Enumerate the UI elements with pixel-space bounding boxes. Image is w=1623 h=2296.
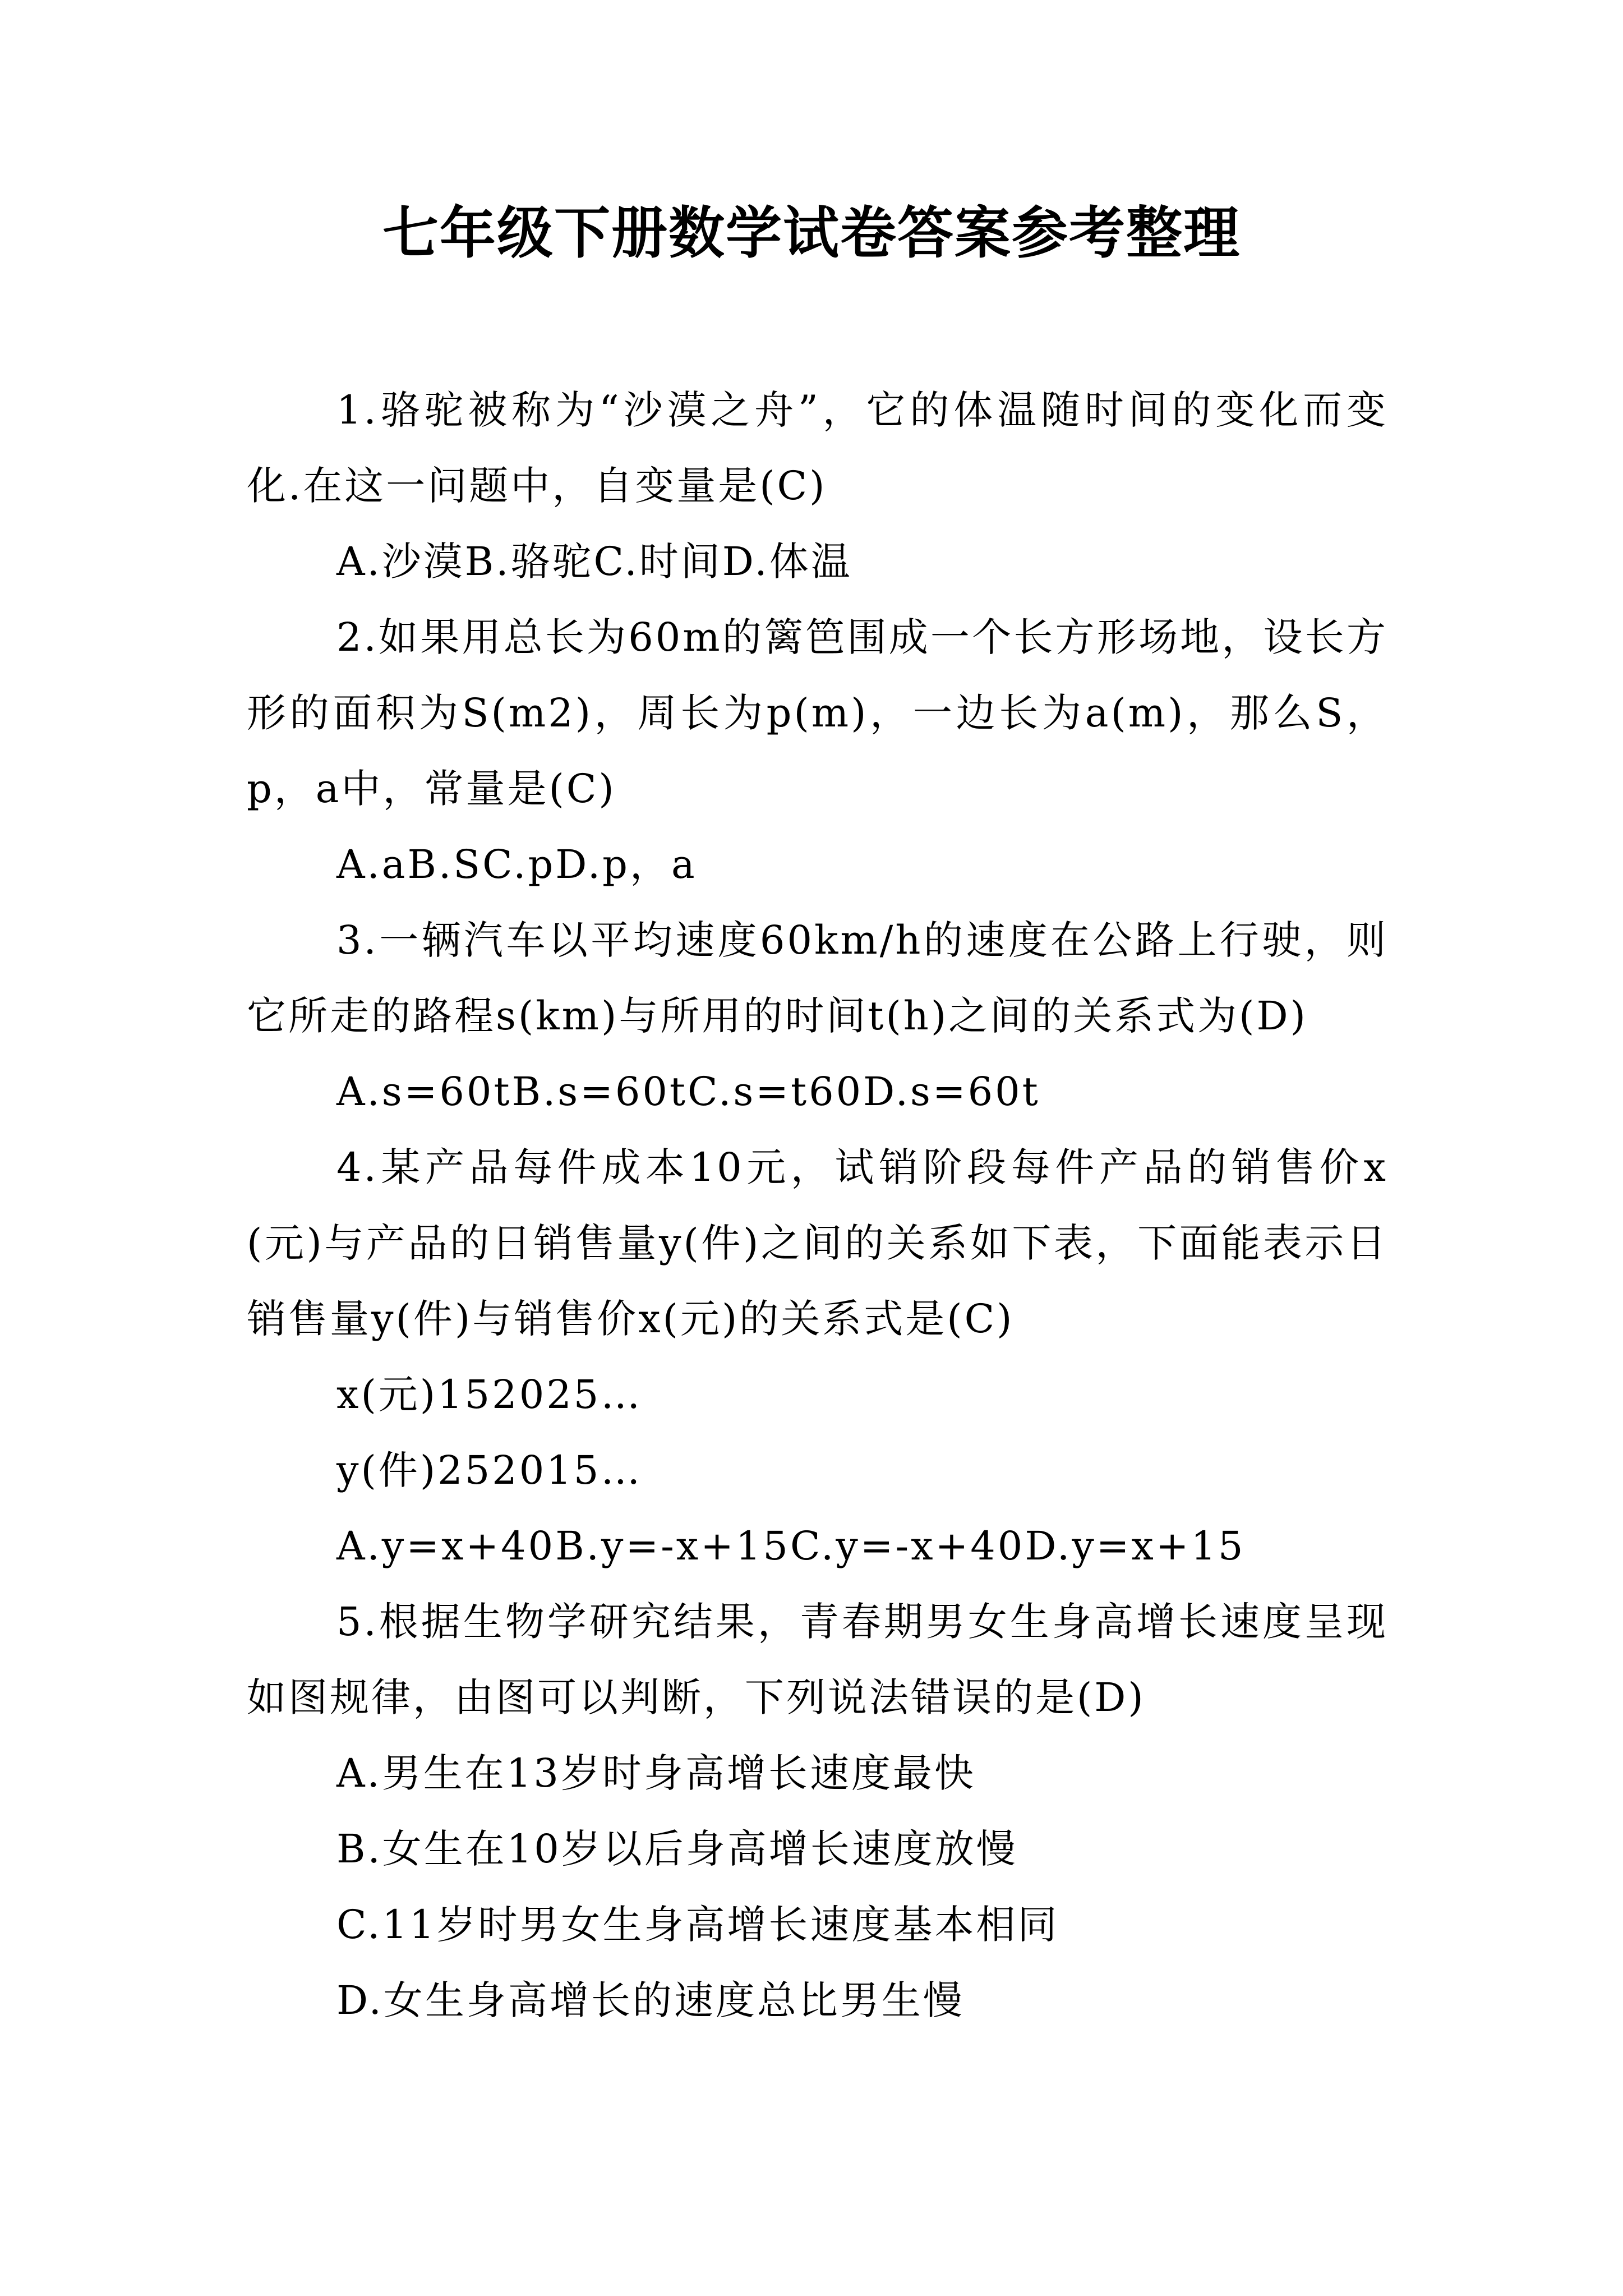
question-4-table-row-x: x(元)152025… — [336, 1372, 643, 1418]
question-3-stem: 3.一辆汽车以平均速度60km/h的速度在公路上行驶，则它所走的路程s(km)与所用的时间t(h)之间的关系式为(D) — [247, 917, 1388, 1039]
question-4-options: A.y=x+40B.y=-x+15C.y=-x+40D.y=x+15 — [336, 1523, 1246, 1569]
question-5-option-b: B.女生在10岁以后身高增长速度放慢 — [336, 1826, 1018, 1872]
question-4-stem: 4.某产品每件成本10元，试销阶段每件产品的销售价x(元)与产品的日销售量y(件)之间的关系如下表，下面能表示日销售量y(件)与销售价x(元)的关系式是(C) — [247, 1144, 1388, 1342]
question-5-option-a: A.男生在13岁时身高增长速度最快 — [336, 1750, 976, 1796]
question-4-table-row-y: y(件)252015… — [336, 1447, 643, 1493]
question-5-option-d: D.女生身高增长的速度总比男生慢 — [336, 1977, 965, 2023]
question-1-options: A.沙漠B.骆驼C.时间D.体温 — [336, 539, 852, 585]
document-body — [247, 372, 1388, 2039]
question-5-stem: 5.根据生物学研究结果，青春期男女生身高增长速度呈现如图规律，由图可以判断，下列说法错误的是(D) — [247, 1599, 1388, 1720]
document-title: 七年级下册数学试卷答案参考整理 — [382, 200, 1241, 266]
question-1-stem: 1.骆驼被称为“沙漠之舟”，它的体温随时间的变化而变化.在这一问题中，自变量是(C) — [247, 387, 1388, 509]
question-3-options: A.s=60tB.s=60tC.s=t60D.s=60t — [336, 1069, 1040, 1115]
question-2-options: A.aB.SC.pD.p，a — [336, 841, 697, 887]
question-5-option-c: C.11岁时男女生身高增长速度基本相同 — [336, 1902, 1059, 1948]
question-2-stem: 2.如果用总长为60m的篱笆围成一个长方形场地，设长方形的面积为S(m2)，周长为p(m)，一边长为a(m)，那么S，p，a中，常量是(C) — [247, 614, 1388, 812]
